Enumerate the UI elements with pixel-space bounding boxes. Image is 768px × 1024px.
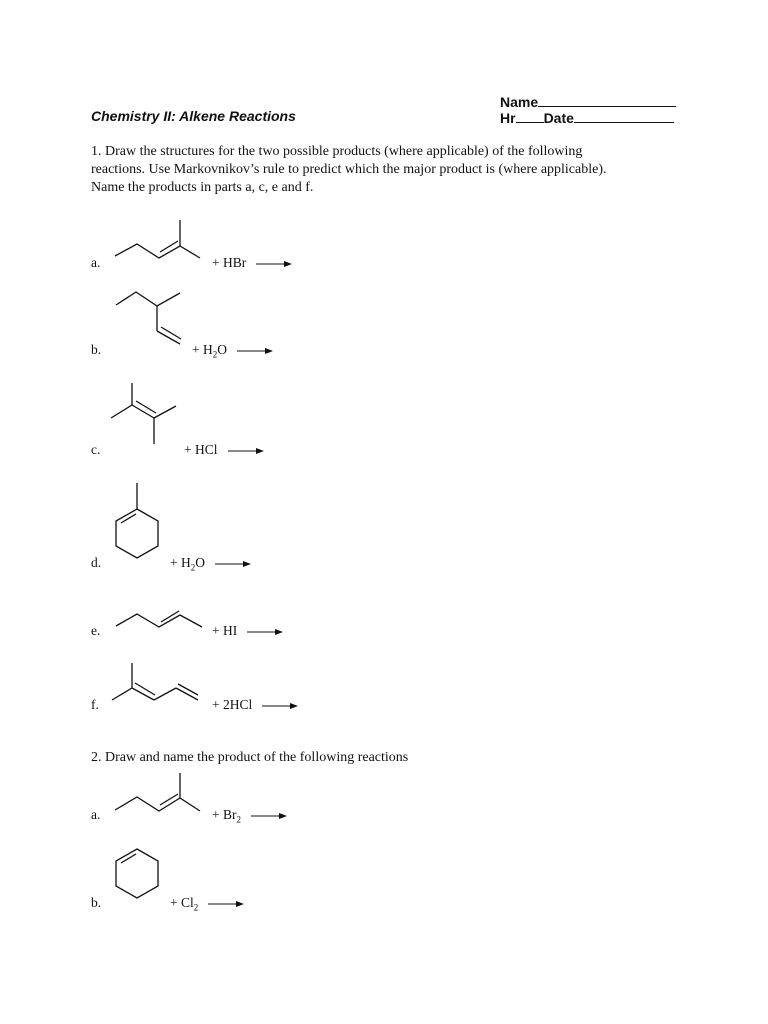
q1-part-e-reagent-text: + HI [212, 623, 238, 638]
q1-part-d-reagent-sub: 2 [190, 562, 196, 573]
q2-part-b-label: b. [91, 895, 102, 910]
q1-part-e-label: e. [91, 623, 101, 638]
q1-part-d-reagent-text: + H [170, 555, 191, 570]
question-1-line-3: Name the products in parts a, c, e and f. [91, 180, 314, 195]
worksheet-title: Chemistry II: Alkene Reactions [91, 108, 296, 124]
q1-part-d-label: d. [91, 555, 102, 570]
q2-part-a-label: a. [91, 807, 101, 822]
question-1-line-2: reactions. Use Markovnikov’s rule to predict which the major product is (where applicable). [91, 162, 607, 177]
reaction-arrow-icon [208, 899, 244, 909]
q2-part-b-reagent [170, 895, 244, 913]
q1-part-f-reagent-text: + 2HCl [212, 697, 253, 712]
q1-part-b-reagent-suffix: O [217, 342, 227, 357]
q1-part-f-label: f. [91, 697, 99, 712]
q1-part-a-label: a. [91, 255, 101, 270]
q1-part-b-reagent-sub: 2 [212, 349, 218, 360]
q1-part-b-label: b. [91, 342, 102, 357]
q2-part-b-reagent-sub: 2 [193, 902, 199, 913]
q1-part-c-label: c. [91, 442, 101, 457]
q1-part-b-reagent-text: + H [192, 342, 213, 357]
date-label: Date [543, 110, 574, 126]
q2-part-a-reagent-text: + Br [212, 807, 237, 822]
q2-part-a-reagent-sub: 2 [236, 814, 241, 825]
q1-part-a-reagent-text: + HBr [212, 255, 247, 270]
q2-part-b-reagent-text: + Cl [170, 895, 194, 910]
q1-part-c-reagent-text: + HCl [184, 442, 218, 457]
name-label: Name [500, 94, 539, 110]
hr-label: Hr [500, 110, 516, 126]
question-1-line-1: 1. Draw the structures for the two possible products (where applicable) of the following [91, 144, 583, 159]
question-2-text: 2. Draw and name the product of the following reactions [91, 750, 409, 765]
q1-part-d-reagent-suffix: O [195, 555, 205, 570]
